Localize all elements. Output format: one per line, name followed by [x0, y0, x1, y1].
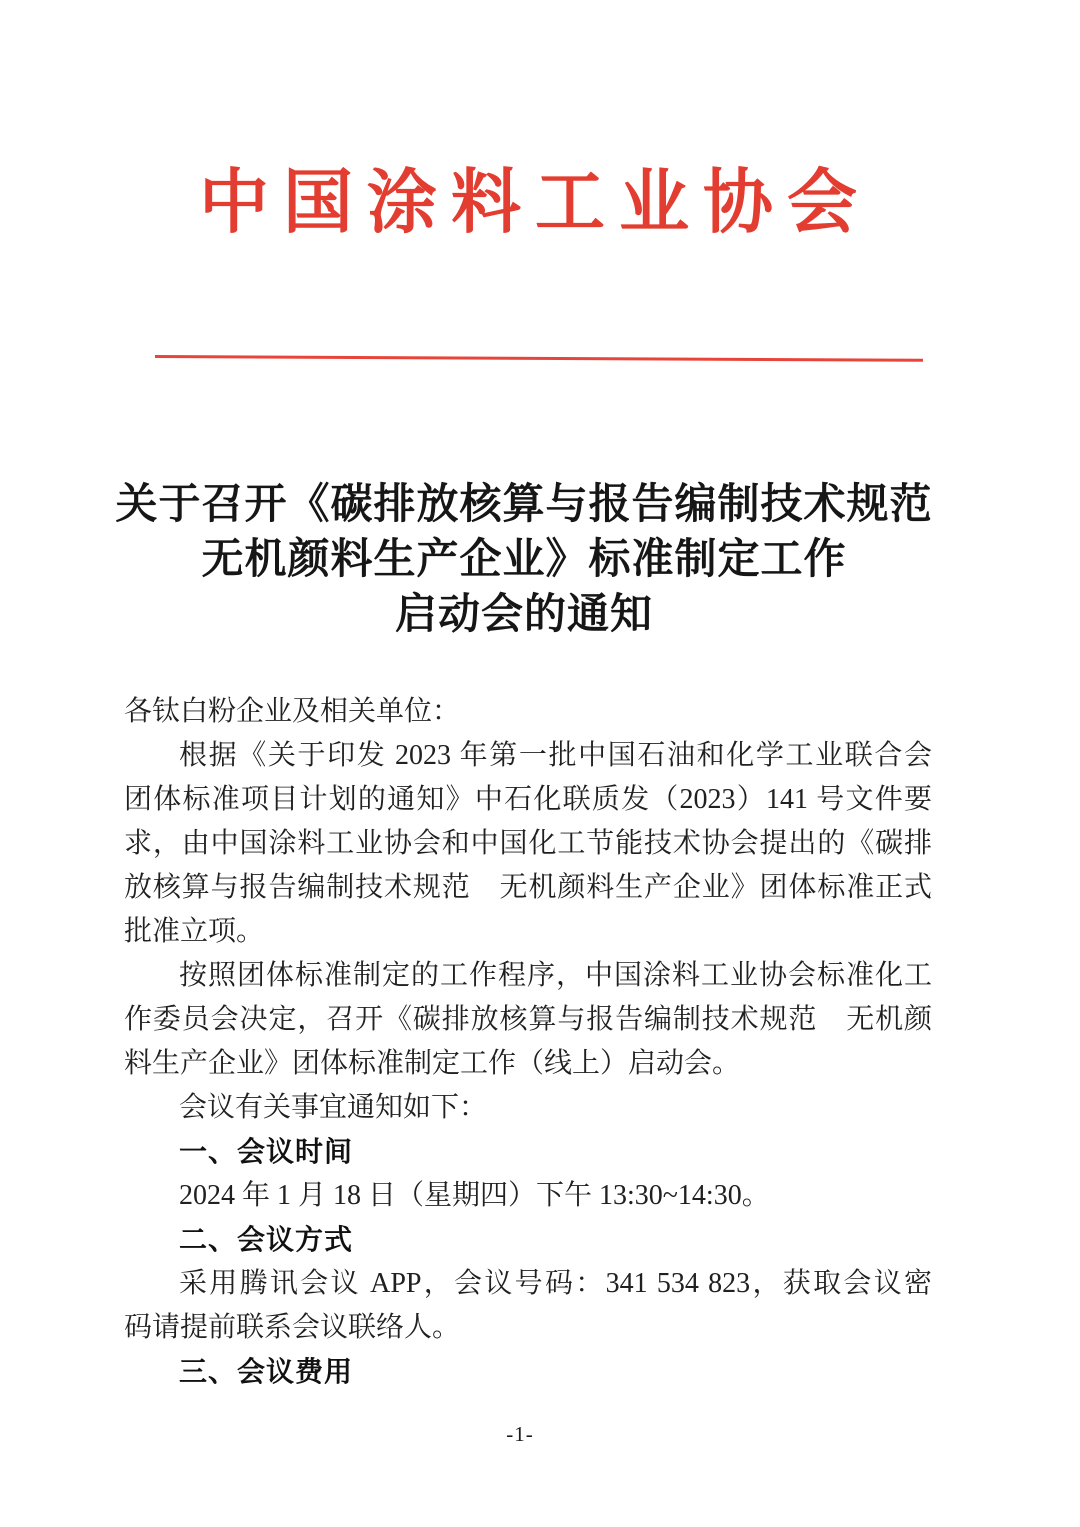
para-1-line-3: 求，由中国涂料工业协会和中国化工节能技术协会提出的《碳排 — [124, 828, 932, 859]
para-2-line-1: 按照团体标准制定的工作程序，中国涂料工业协会标准化工 — [179, 960, 932, 991]
para-1-line-2: 团体标准项目计划的通知》中石化联质发（2023）141 号文件要 — [124, 784, 932, 815]
notice-title-line-2: 无机颜料生产企业》标准制定工作 — [201, 537, 847, 583]
letterhead-divider-rule — [155, 355, 923, 362]
meeting-method-line-2: 码请提前联系会议联络人。 — [124, 1312, 461, 1343]
notice-title-line-3: 启动会的通知 — [394, 592, 653, 638]
section-1-heading: 一、会议时间 — [179, 1136, 354, 1167]
meeting-time-line: 2024 年 1 月 18 日（星期四）下午 13:30~14:30。 — [179, 1180, 770, 1211]
section-3-heading: 三、会议费用 — [179, 1356, 354, 1387]
notice-title — [0, 478, 1048, 643]
letterhead-org-name: 中国涂料工业协会 — [199, 165, 871, 242]
para-2-line-3: 料生产企业》团体标准制定工作（线上）启动会。 — [124, 1048, 741, 1079]
para-1-line-1: 根据《关于印发 2023 年第一批中国石油和化学工业联合会 — [179, 740, 932, 771]
notice-title-line-1: 关于召开《碳排放核算与报告编制技术规范 — [115, 482, 933, 528]
notice-body — [124, 690, 932, 1394]
para-3-intro-line: 会议有关事宜通知如下： — [179, 1092, 488, 1123]
para-2-line-2: 作委员会决定，召开《碳排放核算与报告编制技术规范 无机颜 — [124, 1004, 932, 1035]
salutation-line: 各钛白粉企业及相关单位： — [124, 696, 461, 727]
page-number: -1- — [506, 1422, 534, 1446]
section-2-heading: 二、会议方式 — [179, 1224, 354, 1255]
para-1-line-5: 批准立项。 — [124, 916, 265, 947]
meeting-method-line-1: 采用腾讯会议 APP，会议号码：341 534 823，获取会议密 — [179, 1268, 932, 1299]
para-1-line-4: 放核算与报告编制技术规范 无机颜料生产企业》团体标准正式 — [124, 872, 932, 903]
